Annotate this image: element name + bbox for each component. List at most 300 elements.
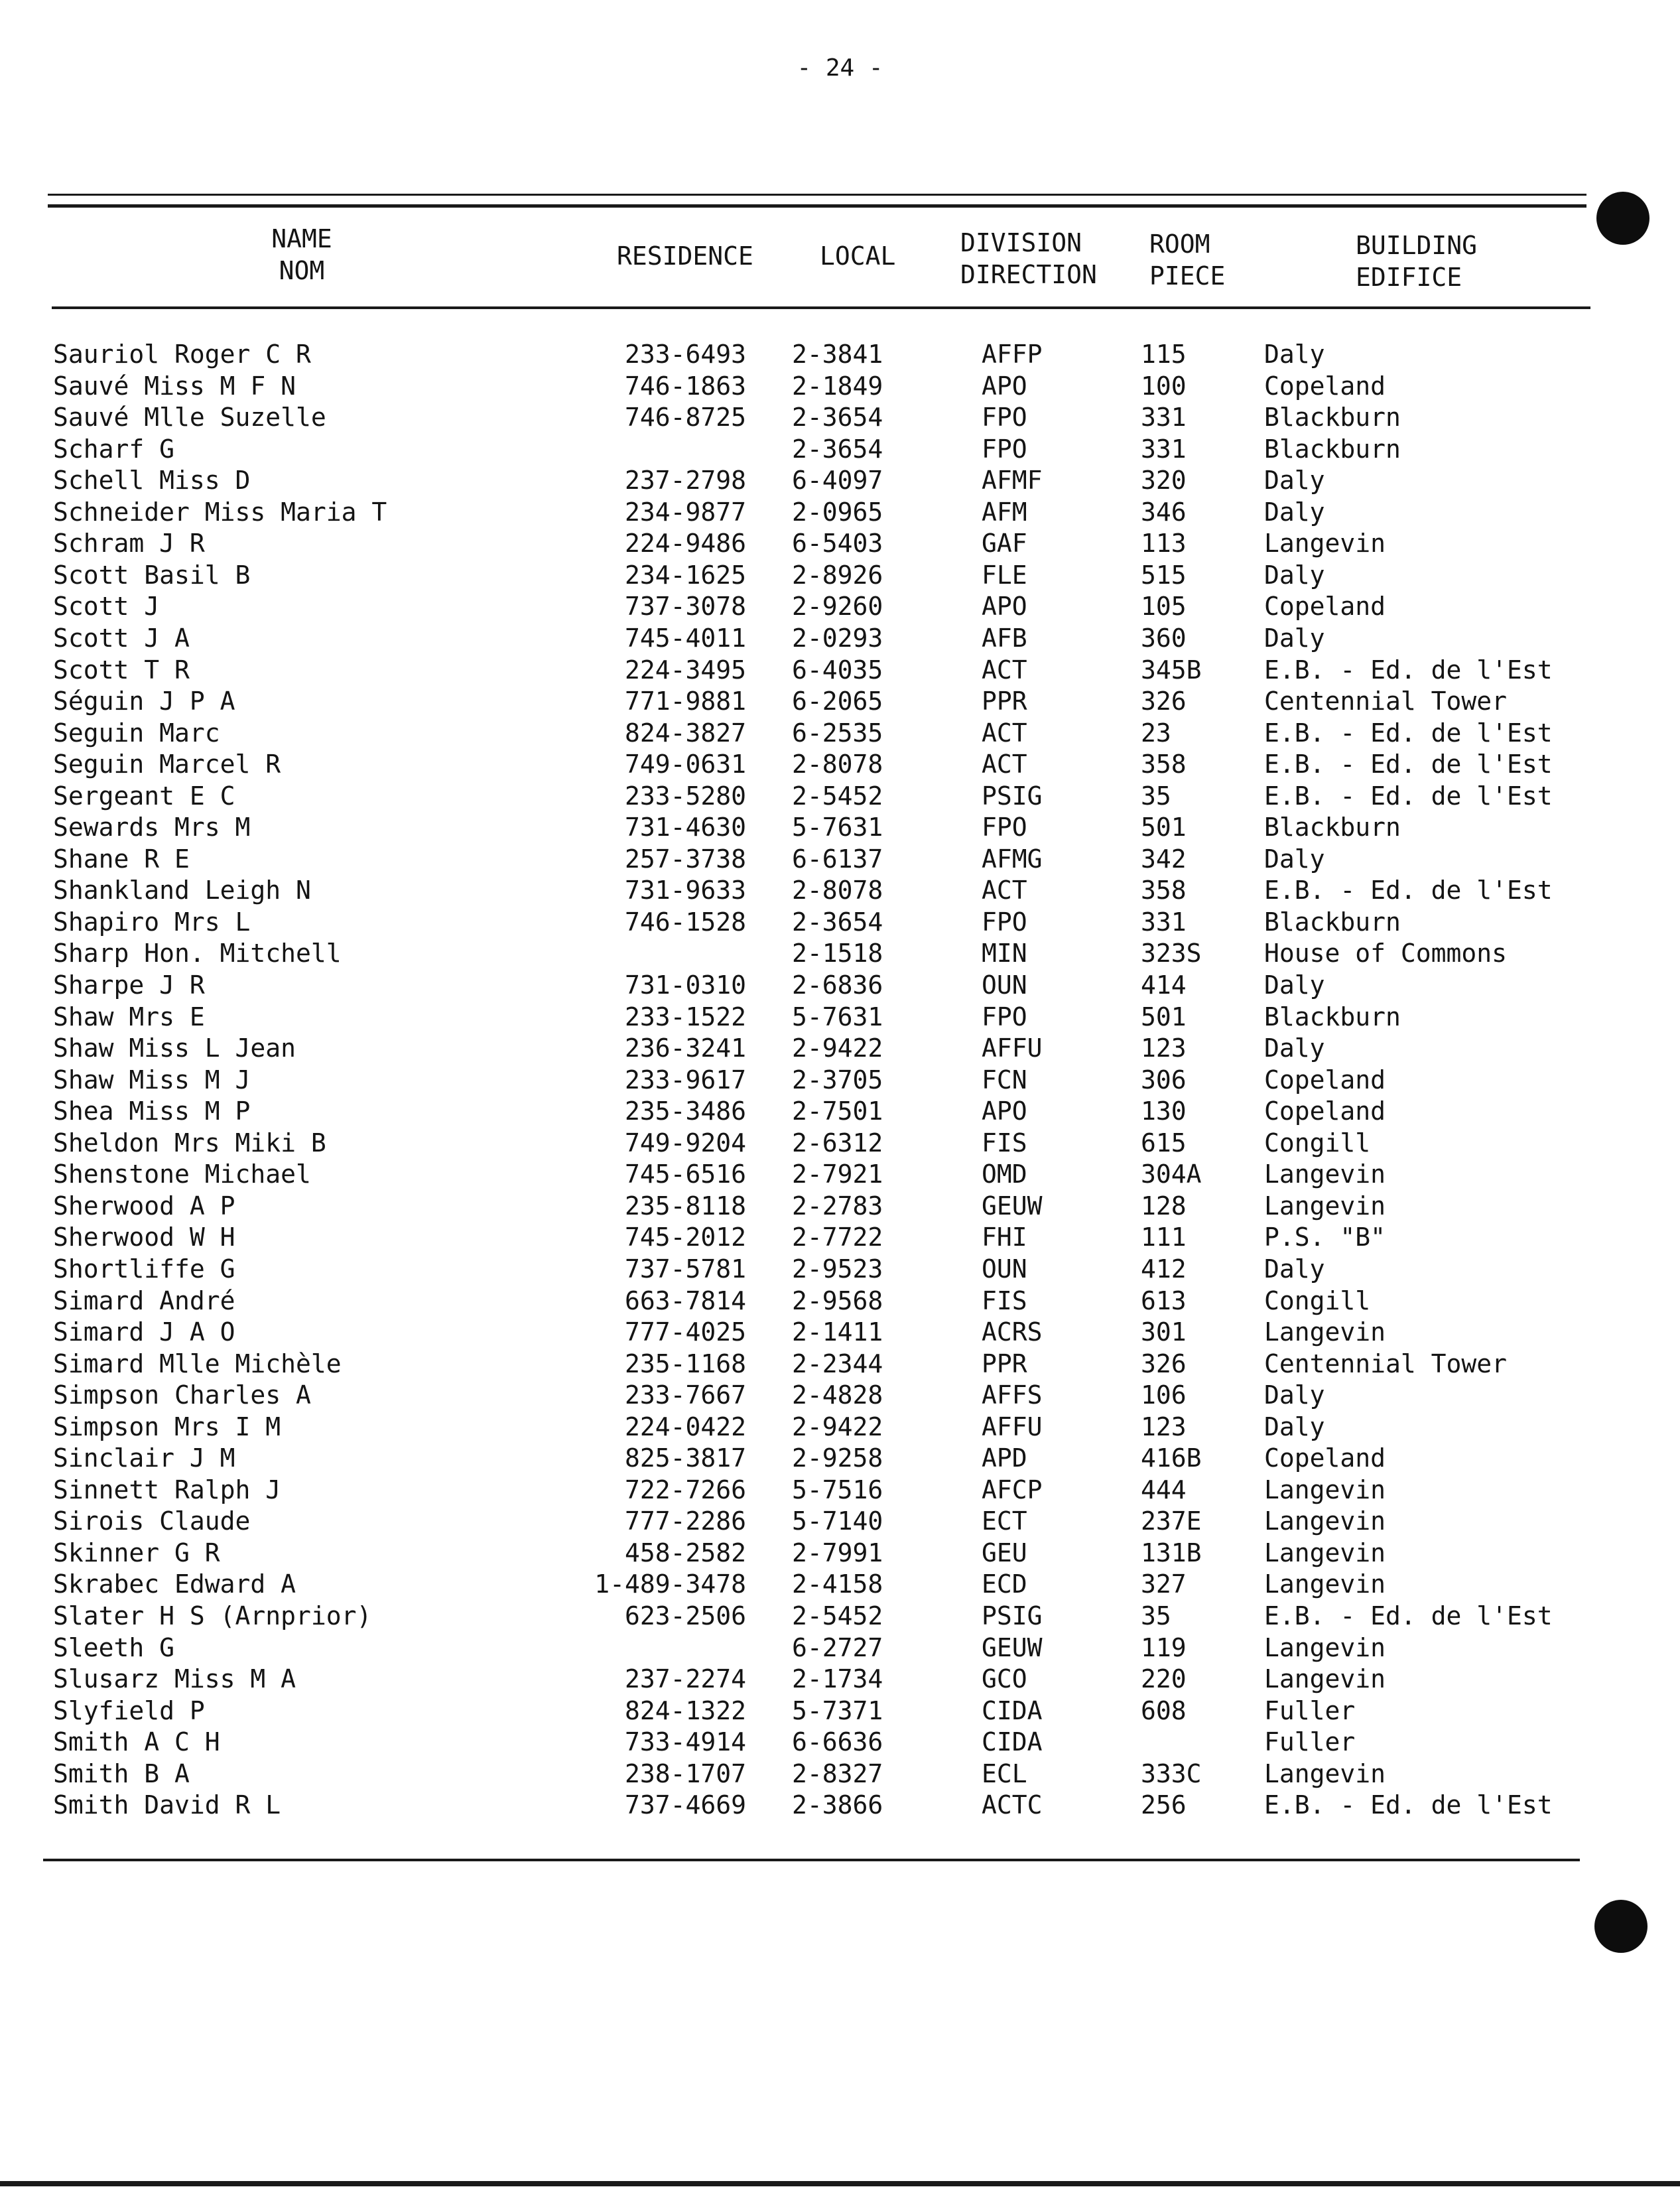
- cell-residence: 237-2274: [624, 1664, 746, 1694]
- cell-building: Daly: [1264, 1380, 1325, 1410]
- cell-name: Schram J R: [53, 529, 205, 559]
- cell-division: OMD: [982, 1160, 1027, 1189]
- cell-room: 358: [1141, 876, 1187, 905]
- cell-room: 35: [1141, 1601, 1171, 1630]
- cell-local: 2-0965: [792, 497, 883, 527]
- cell-name: Simpson Mrs I M: [53, 1412, 281, 1441]
- cell-room: 515: [1141, 560, 1187, 590]
- cell-residence: 235-3486: [624, 1096, 746, 1126]
- cell-residence: 731-0310: [624, 970, 746, 1000]
- cell-residence: 238-1707: [624, 1758, 746, 1788]
- cell-building: E.B. - Ed. de l'Est: [1264, 1790, 1553, 1820]
- cell-name: Scott J A: [53, 623, 190, 653]
- cell-local: 2-7921: [792, 1160, 883, 1189]
- cell-residence: 257-3738: [624, 844, 746, 874]
- cell-building: Copeland: [1264, 1443, 1386, 1473]
- table-row: [0, 1474, 1680, 1506]
- cell-residence: 731-4630: [624, 813, 746, 842]
- cell-local: 2-2783: [792, 1191, 883, 1221]
- cell-division: AFCP: [982, 1475, 1043, 1504]
- cell-name: Sirois Claude: [53, 1506, 251, 1536]
- table-row: [0, 1505, 1680, 1537]
- cell-local: 2-6836: [792, 970, 883, 1000]
- cell-division: AFFU: [982, 1412, 1043, 1441]
- cell-local: 2-9422: [792, 1412, 883, 1441]
- column-header-local: LOCAL: [820, 241, 896, 271]
- cell-division: FPO: [982, 403, 1027, 432]
- table-row: [0, 433, 1680, 465]
- cell-room: 326: [1141, 1349, 1187, 1378]
- column-header-building-en: BUILDING: [1356, 231, 1478, 260]
- column-header-name-en: NAME: [271, 224, 332, 253]
- cell-name: Sauvé Miss M F N: [53, 371, 296, 401]
- cell-division: AFMF: [982, 466, 1043, 496]
- table-row: [0, 1379, 1680, 1411]
- cell-name: Sauvé Mlle Suzelle: [53, 403, 326, 432]
- cell-division: OUN: [982, 970, 1027, 1000]
- cell-name: Sherwood A P: [53, 1191, 235, 1221]
- cell-building: Blackburn: [1264, 1002, 1401, 1031]
- cell-name: Sheldon Mrs Miki B: [53, 1128, 326, 1158]
- cell-division: CIDA: [982, 1727, 1043, 1757]
- cell-room: 412: [1141, 1254, 1187, 1284]
- cell-division: APO: [982, 592, 1027, 622]
- cell-room: 346: [1141, 497, 1187, 527]
- column-header-division: [960, 227, 1097, 291]
- table-row: [0, 1632, 1680, 1664]
- cell-local: 5-7631: [792, 1002, 883, 1031]
- cell-division: APO: [982, 371, 1027, 401]
- cell-room: 119: [1141, 1632, 1187, 1662]
- table-row: [0, 1600, 1680, 1632]
- cell-room: 256: [1141, 1790, 1187, 1820]
- cell-residence: 458-2582: [624, 1538, 746, 1567]
- cell-residence: 235-1168: [624, 1349, 746, 1378]
- cell-division: ECL: [982, 1758, 1027, 1788]
- cell-building: Daly: [1264, 340, 1325, 369]
- cell-building: Langevin: [1264, 1569, 1386, 1599]
- cell-name: Slusarz Miss M A: [53, 1664, 296, 1694]
- cell-residence: 233-7667: [624, 1380, 746, 1410]
- cell-residence: 233-6493: [624, 340, 746, 369]
- cell-room: 416B: [1141, 1443, 1202, 1473]
- cell-local: 6-2727: [792, 1632, 883, 1662]
- cell-room: 331: [1141, 403, 1187, 432]
- cell-building: Daly: [1264, 466, 1325, 496]
- cell-name: Scott T R: [53, 655, 190, 685]
- cell-division: PSIG: [982, 781, 1043, 811]
- cell-name: Schneider Miss Maria T: [53, 497, 387, 527]
- cell-room: 444: [1141, 1475, 1187, 1504]
- cell-building: Langevin: [1264, 1758, 1386, 1788]
- cell-division: PPR: [982, 1349, 1027, 1378]
- cell-division: OUN: [982, 1254, 1027, 1284]
- cell-residence: 722-7266: [624, 1475, 746, 1504]
- cell-room: 615: [1141, 1128, 1187, 1158]
- cell-building: Langevin: [1264, 1506, 1386, 1536]
- table-row: [0, 1190, 1680, 1222]
- cell-building: Langevin: [1264, 529, 1386, 559]
- cell-residence: 824-3827: [624, 718, 746, 748]
- table-row: [0, 1537, 1680, 1569]
- cell-name: Shaw Miss L Jean: [53, 1033, 296, 1063]
- table-row: [0, 1348, 1680, 1380]
- table-row: [0, 937, 1680, 969]
- table-row: [0, 906, 1680, 938]
- table-row: [0, 685, 1680, 717]
- cell-building: P.S. "B": [1264, 1223, 1386, 1252]
- cell-division: GEUW: [982, 1632, 1043, 1662]
- table-row: [0, 370, 1680, 402]
- cell-room: 128: [1141, 1191, 1187, 1221]
- cell-local: 2-4158: [792, 1569, 883, 1599]
- cell-residence: 623-2506: [624, 1601, 746, 1630]
- page-number: - 24 -: [797, 54, 883, 82]
- cell-residence: 737-4669: [624, 1790, 746, 1820]
- cell-residence: 234-9877: [624, 497, 746, 527]
- cell-room: 237E: [1141, 1506, 1202, 1536]
- cell-residence: 236-3241: [624, 1033, 746, 1063]
- cell-name: Séguin J P A: [53, 687, 235, 716]
- cell-local: 2-8926: [792, 560, 883, 590]
- cell-name: Shea Miss M P: [53, 1096, 251, 1126]
- cell-building: Daly: [1264, 623, 1325, 653]
- cell-building: Copeland: [1264, 592, 1386, 622]
- cell-room: 613: [1141, 1286, 1187, 1315]
- cell-room: 414: [1141, 970, 1187, 1000]
- cell-name: Shaw Mrs E: [53, 1002, 205, 1031]
- cell-name: Sleeth G: [53, 1632, 175, 1662]
- table-row: [0, 654, 1680, 686]
- cell-residence: 233-9617: [624, 1065, 746, 1094]
- cell-division: AFFU: [982, 1033, 1043, 1063]
- cell-local: 2-0293: [792, 623, 883, 653]
- table-row: [0, 969, 1680, 1001]
- cell-building: Copeland: [1264, 1065, 1386, 1094]
- cell-room: 23: [1141, 718, 1171, 748]
- cell-building: E.B. - Ed. de l'Est: [1264, 718, 1553, 748]
- column-header-building-fr: EDIFICE: [1356, 263, 1462, 292]
- cell-division: GEU: [982, 1538, 1027, 1567]
- cell-name: Simard Mlle Michèle: [53, 1349, 342, 1378]
- cell-building: Blackburn: [1264, 403, 1401, 432]
- cell-local: 5-7140: [792, 1506, 883, 1536]
- cell-residence: 771-9881: [624, 687, 746, 716]
- cell-name: Scott J: [53, 592, 160, 622]
- cell-building: Langevin: [1264, 1632, 1386, 1662]
- cell-building: Centennial Tower: [1264, 1349, 1508, 1378]
- cell-division: ECD: [982, 1569, 1027, 1599]
- cell-residence: 1-489-3478: [594, 1569, 746, 1599]
- cell-building: Blackburn: [1264, 434, 1401, 464]
- cell-local: 2-9523: [792, 1254, 883, 1284]
- cell-name: Shankland Leigh N: [53, 876, 311, 905]
- cell-residence: 731-9633: [624, 876, 746, 905]
- cell-room: 35: [1141, 781, 1171, 811]
- cell-name: Skrabec Edward A: [53, 1569, 296, 1599]
- cell-local: 2-6312: [792, 1128, 883, 1158]
- cell-building: Fuller: [1264, 1727, 1356, 1757]
- cell-division: ACRS: [982, 1317, 1043, 1347]
- cell-room: 326: [1141, 687, 1187, 716]
- cell-building: Langevin: [1264, 1317, 1386, 1347]
- cell-name: Sharp Hon. Mitchell: [53, 939, 342, 968]
- cell-residence: 234-1625: [624, 560, 746, 590]
- table-row: [0, 874, 1680, 906]
- cell-name: Seguin Marcel R: [53, 750, 281, 779]
- column-header-name: [219, 223, 385, 287]
- cell-building: Daly: [1264, 497, 1325, 527]
- cell-building: Daly: [1264, 844, 1325, 874]
- cell-local: 2-9568: [792, 1286, 883, 1315]
- cell-local: 2-5452: [792, 1601, 883, 1630]
- cell-local: 2-9422: [792, 1033, 883, 1063]
- cell-room: 100: [1141, 371, 1187, 401]
- bottom-rule: [43, 1859, 1580, 1861]
- cell-residence: 224-0422: [624, 1412, 746, 1441]
- cell-division: FPO: [982, 907, 1027, 937]
- punch-hole: [1596, 192, 1649, 245]
- cell-division: MIN: [982, 939, 1027, 968]
- cell-local: 6-6137: [792, 844, 883, 874]
- cell-residence: 233-5280: [624, 781, 746, 811]
- column-header-name-fr: NOM: [279, 256, 325, 285]
- cell-division: FPO: [982, 813, 1027, 842]
- cell-room: 320: [1141, 466, 1187, 496]
- cell-building: Daly: [1264, 970, 1325, 1000]
- cell-local: 2-3654: [792, 434, 883, 464]
- cell-room: 301: [1141, 1317, 1187, 1347]
- table-row: [0, 1758, 1680, 1790]
- cell-local: 2-8327: [792, 1758, 883, 1788]
- cell-residence: 224-9486: [624, 529, 746, 559]
- cell-room: 115: [1141, 340, 1187, 369]
- cell-building: Congill: [1264, 1128, 1371, 1158]
- table-row: [0, 748, 1680, 780]
- cell-building: E.B. - Ed. de l'Est: [1264, 876, 1553, 905]
- cell-room: 501: [1141, 1002, 1187, 1031]
- column-header-residence: RESIDENCE: [617, 241, 753, 271]
- cell-building: Congill: [1264, 1286, 1371, 1315]
- table-row: [0, 1158, 1680, 1190]
- cell-building: Centennial Tower: [1264, 687, 1508, 716]
- cell-name: Shaw Miss M J: [53, 1065, 251, 1094]
- cell-local: 6-6636: [792, 1727, 883, 1757]
- cell-room: 360: [1141, 623, 1187, 653]
- page-edge-rule: [0, 2181, 1680, 2186]
- cell-name: Smith A C H: [53, 1727, 220, 1757]
- cell-name: Sherwood W H: [53, 1223, 235, 1252]
- cell-building: Blackburn: [1264, 813, 1401, 842]
- cell-name: Slater H S (Arnprior): [53, 1601, 372, 1630]
- cell-residence: 824-1322: [624, 1695, 746, 1725]
- column-header-division-en: DIVISION: [960, 228, 1082, 257]
- table-row: [0, 496, 1680, 528]
- table-row: [0, 1221, 1680, 1253]
- cell-name: Shortliffe G: [53, 1254, 235, 1284]
- cell-name: Smith B A: [53, 1758, 190, 1788]
- cell-room: 304A: [1141, 1160, 1202, 1189]
- cell-name: Scharf G: [53, 434, 175, 464]
- cell-local: 6-4097: [792, 466, 883, 496]
- table-row: [0, 1032, 1680, 1064]
- cell-room: 106: [1141, 1380, 1187, 1410]
- cell-division: PPR: [982, 687, 1027, 716]
- cell-building: E.B. - Ed. de l'Est: [1264, 1601, 1553, 1630]
- cell-residence: 746-8725: [624, 403, 746, 432]
- cell-division: AFM: [982, 497, 1027, 527]
- cell-division: CIDA: [982, 1695, 1043, 1725]
- cell-name: Scott Basil B: [53, 560, 251, 590]
- cell-room: 323S: [1141, 939, 1202, 968]
- table-row: [0, 1127, 1680, 1159]
- cell-local: 2-1849: [792, 371, 883, 401]
- cell-division: GAF: [982, 529, 1027, 559]
- column-header-building: [1356, 230, 1477, 293]
- cell-building: Copeland: [1264, 1096, 1386, 1126]
- table-row: [0, 1726, 1680, 1758]
- cell-building: Daly: [1264, 1254, 1325, 1284]
- cell-local: 2-7722: [792, 1223, 883, 1252]
- header-rule: [52, 306, 1590, 309]
- cell-room: 123: [1141, 1412, 1187, 1441]
- cell-division: FHI: [982, 1223, 1027, 1252]
- cell-local: 2-3841: [792, 340, 883, 369]
- cell-building: E.B. - Ed. de l'Est: [1264, 781, 1553, 811]
- table-row: [0, 1789, 1680, 1821]
- cell-building: Daly: [1264, 560, 1325, 590]
- cell-local: 5-7371: [792, 1695, 883, 1725]
- table-row: [0, 527, 1680, 559]
- cell-room: 331: [1141, 907, 1187, 937]
- cell-building: E.B. - Ed. de l'Est: [1264, 655, 1553, 685]
- cell-division: PSIG: [982, 1601, 1043, 1630]
- table-row: [0, 1064, 1680, 1096]
- table-row: [0, 1663, 1680, 1695]
- cell-division: AFFP: [982, 340, 1043, 369]
- cell-name: Shenstone Michael: [53, 1160, 311, 1189]
- cell-local: 2-4828: [792, 1380, 883, 1410]
- cell-residence: 745-6516: [624, 1160, 746, 1189]
- cell-local: 5-7516: [792, 1475, 883, 1504]
- cell-name: Sauriol Roger C R: [53, 340, 311, 369]
- cell-division: AFFS: [982, 1380, 1043, 1410]
- cell-local: 2-9258: [792, 1443, 883, 1473]
- cell-division: FCN: [982, 1065, 1027, 1094]
- cell-residence: 737-3078: [624, 592, 746, 622]
- cell-room: 327: [1141, 1569, 1187, 1599]
- cell-room: 130: [1141, 1096, 1187, 1126]
- cell-division: APD: [982, 1443, 1027, 1473]
- table-row: [0, 1316, 1680, 1348]
- cell-local: 6-2065: [792, 687, 883, 716]
- cell-division: ACT: [982, 655, 1027, 685]
- table-row: [0, 559, 1680, 591]
- cell-name: Sinnett Ralph J: [53, 1475, 281, 1504]
- cell-residence: 233-1522: [624, 1002, 746, 1031]
- column-header-division-fr: DIRECTION: [960, 260, 1097, 289]
- cell-local: 2-3654: [792, 403, 883, 432]
- cell-building: E.B. - Ed. de l'Est: [1264, 750, 1553, 779]
- table-row: [0, 401, 1680, 433]
- cell-building: Fuller: [1264, 1695, 1356, 1725]
- cell-room: 105: [1141, 592, 1187, 622]
- cell-division: FPO: [982, 434, 1027, 464]
- top-rule-thick: [48, 204, 1586, 208]
- cell-room: 111: [1141, 1223, 1187, 1252]
- table-row: [0, 1285, 1680, 1317]
- cell-local: 2-5452: [792, 781, 883, 811]
- cell-building: House of Commons: [1264, 939, 1508, 968]
- cell-building: Langevin: [1264, 1475, 1386, 1504]
- cell-local: 6-2535: [792, 718, 883, 748]
- cell-division: ECT: [982, 1506, 1027, 1536]
- cell-building: Blackburn: [1264, 907, 1401, 937]
- cell-division: FIS: [982, 1128, 1027, 1158]
- cell-name: Simard J A O: [53, 1317, 235, 1347]
- table-row: [0, 843, 1680, 875]
- cell-name: Schell Miss D: [53, 466, 251, 496]
- cell-division: ACT: [982, 718, 1027, 748]
- cell-name: Sewards Mrs M: [53, 813, 251, 842]
- cell-residence: 749-0631: [624, 750, 746, 779]
- cell-local: 2-3705: [792, 1065, 883, 1094]
- table-row: [0, 1442, 1680, 1474]
- cell-division: FIS: [982, 1286, 1027, 1315]
- cell-name: Shane R E: [53, 844, 190, 874]
- cell-room: 608: [1141, 1695, 1187, 1725]
- cell-room: 358: [1141, 750, 1187, 779]
- cell-local: 5-7631: [792, 813, 883, 842]
- column-header-room-fr: PIECE: [1149, 261, 1226, 291]
- cell-building: Daly: [1264, 1033, 1325, 1063]
- table-row: [0, 622, 1680, 654]
- cell-local: 2-7501: [792, 1096, 883, 1126]
- table-row: [0, 590, 1680, 622]
- cell-residence: 737-5781: [624, 1254, 746, 1284]
- cell-local: 2-1411: [792, 1317, 883, 1347]
- cell-room: 123: [1141, 1033, 1187, 1063]
- cell-division: ACT: [982, 750, 1027, 779]
- cell-local: 2-3654: [792, 907, 883, 937]
- cell-name: Seguin Marc: [53, 718, 220, 748]
- cell-room: 113: [1141, 529, 1187, 559]
- cell-room: 501: [1141, 813, 1187, 842]
- table-row: [0, 780, 1680, 812]
- cell-name: Simard André: [53, 1286, 235, 1315]
- table-row: [0, 1253, 1680, 1285]
- column-header-room-en: ROOM: [1149, 230, 1210, 259]
- cell-room: 333C: [1141, 1758, 1202, 1788]
- table-row: [0, 1095, 1680, 1127]
- cell-room: 345B: [1141, 655, 1202, 685]
- table-row: [0, 811, 1680, 843]
- cell-residence: 235-8118: [624, 1191, 746, 1221]
- cell-local: 2-9260: [792, 592, 883, 622]
- cell-division: GCO: [982, 1664, 1027, 1694]
- cell-building: Langevin: [1264, 1160, 1386, 1189]
- cell-name: Sinclair J M: [53, 1443, 235, 1473]
- cell-room: 342: [1141, 844, 1187, 874]
- cell-division: AFMG: [982, 844, 1043, 874]
- cell-name: Shapiro Mrs L: [53, 907, 251, 937]
- cell-name: Simpson Charles A: [53, 1380, 311, 1410]
- cell-name: Smith David R L: [53, 1790, 281, 1820]
- cell-residence: 746-1863: [624, 371, 746, 401]
- cell-building: Langevin: [1264, 1664, 1386, 1694]
- cell-residence: 749-9204: [624, 1128, 746, 1158]
- cell-residence: 237-2798: [624, 466, 746, 496]
